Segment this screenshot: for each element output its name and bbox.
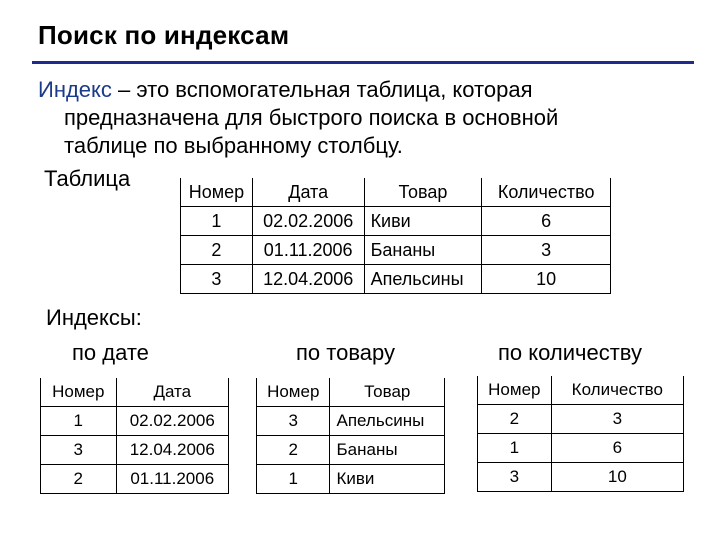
cell-number: 1 [181, 207, 253, 236]
cell-product: Бананы [364, 236, 482, 265]
main-header-quantity: Количество [482, 178, 611, 207]
cell-product: Бананы [330, 436, 445, 465]
cell-date: 01.11.2006 [116, 465, 228, 494]
table-row [41, 436, 229, 465]
header-number: Номер [257, 378, 330, 407]
cell-number: 2 [181, 236, 253, 265]
index-product-header-row [257, 378, 445, 407]
cell-quantity: 10 [551, 463, 683, 492]
main-header-date: Дата [252, 178, 364, 207]
table-row [478, 434, 684, 463]
main-table-header-row [181, 178, 611, 207]
cell-number: 3 [257, 407, 330, 436]
index-quantity-header-row [478, 376, 684, 405]
header-product: Товар [330, 378, 445, 407]
cell-date: 01.11.2006 [252, 236, 364, 265]
intro-keyword: Индекс [38, 77, 112, 102]
index-date-caption: по дате [72, 340, 149, 365]
cell-number: 3 [478, 463, 552, 492]
table-label: Таблица [44, 166, 131, 191]
header-number: Номер [41, 378, 117, 407]
header-number: Номер [478, 376, 552, 405]
intro-paragraph [38, 76, 678, 160]
cell-number: 3 [41, 436, 117, 465]
main-header-number: Номер [181, 178, 253, 207]
index-date-header-row [41, 378, 229, 407]
cell-number: 1 [41, 407, 117, 436]
index-product-caption: по товару [296, 340, 395, 365]
main-header-product: Товар [364, 178, 482, 207]
cell-product: Киви [330, 465, 445, 494]
table-row [41, 407, 229, 436]
table-row [478, 463, 684, 492]
cell-number: 3 [181, 265, 253, 294]
table-row [181, 207, 611, 236]
cell-number: 2 [41, 465, 117, 494]
table-row [257, 407, 445, 436]
index-by-quantity-table [477, 376, 684, 492]
table-row [181, 236, 611, 265]
cell-date: 12.04.2006 [252, 265, 364, 294]
cell-quantity: 10 [482, 265, 611, 294]
cell-quantity: 6 [551, 434, 683, 463]
cell-number: 1 [257, 465, 330, 494]
intro-line-3: таблице по выбранному столбцу. [64, 133, 403, 158]
cell-number: 1 [478, 434, 552, 463]
cell-number: 2 [257, 436, 330, 465]
cell-date: 02.02.2006 [252, 207, 364, 236]
cell-quantity: 3 [551, 405, 683, 434]
index-by-product-table [256, 378, 445, 494]
intro-text: – это вспомогательная таблица, которая [111, 77, 533, 102]
cell-date: 12.04.2006 [116, 436, 228, 465]
cell-number: 2 [478, 405, 552, 434]
index-by-date-table [40, 378, 229, 494]
header-date: Дата [116, 378, 228, 407]
cell-product: Апельсины [364, 265, 482, 294]
table-row [41, 465, 229, 494]
indexes-label: Индексы: [46, 305, 142, 330]
header-quantity: Количество [551, 376, 683, 405]
table-row [181, 265, 611, 294]
table-row [257, 465, 445, 494]
cell-quantity: 6 [482, 207, 611, 236]
title-underline [32, 61, 694, 64]
intro-line-2: предназначена для быстрого поиска в основной [64, 105, 559, 130]
cell-quantity: 3 [482, 236, 611, 265]
page-title: Поиск по индексам [38, 20, 290, 50]
cell-date: 02.02.2006 [116, 407, 228, 436]
table-row [257, 436, 445, 465]
cell-product: Апельсины [330, 407, 445, 436]
cell-product: Киви [364, 207, 482, 236]
index-quantity-caption: по количеству [498, 340, 642, 365]
table-row [478, 405, 684, 434]
main-table [180, 178, 611, 294]
